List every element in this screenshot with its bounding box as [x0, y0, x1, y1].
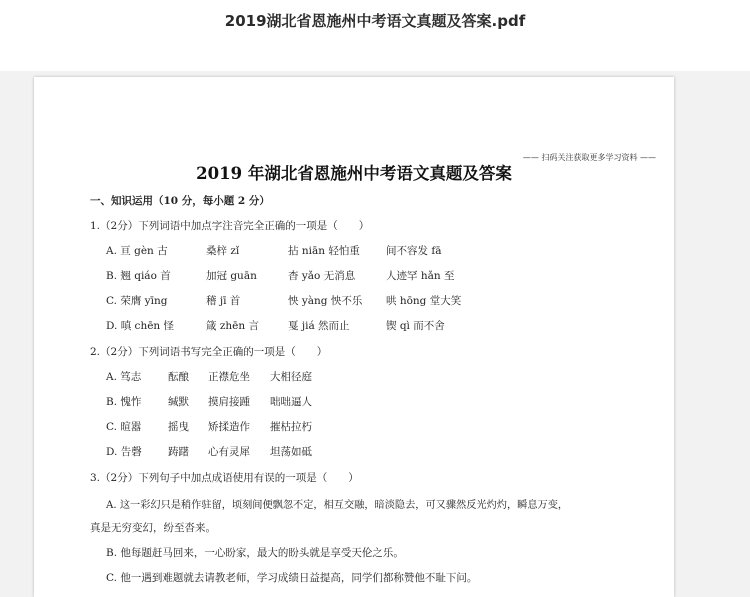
q1-option-a	[106, 243, 441, 258]
q2-option-c	[106, 419, 312, 434]
q2-c-4: 摧枯拉朽	[270, 421, 312, 433]
q1-option-d	[106, 318, 445, 333]
q1-c-3: 怏 yàng 怏不乐	[288, 295, 363, 307]
q1-a-1: A. 亘 gèn 古	[106, 245, 168, 257]
q2-stem: 2.（2分）下列词语书写完全正确的一项是（ ）	[90, 346, 328, 358]
q1-b-1: B. 翘 qiáo 首	[106, 270, 171, 282]
top-bar	[0, 0, 750, 71]
section-heading: 一、知识运用（10 分，每小题 2 分）	[90, 195, 270, 207]
q1-d-2: 箴 zhēn 言	[206, 320, 259, 332]
q1-d-1: D. 嗔 chēn 怪	[106, 320, 175, 332]
q2-option-b	[106, 394, 312, 409]
q2-b-3: 摸肩接踵	[208, 396, 250, 408]
q1-b-4: 人迹罕 hǎn 至	[386, 270, 455, 282]
q2-d-2: 踌躇	[168, 446, 189, 458]
q3-option-a-line2: 真是无穷变幻，纷至沓来。	[90, 522, 216, 534]
q2-c-3: 矫揉造作	[208, 421, 250, 433]
q2-a-4: 大相径庭	[270, 371, 312, 383]
q1-c-1: C. 荣膺 yīng	[106, 295, 168, 307]
q1-d-4: 锲 qì 而不舍	[386, 320, 445, 332]
q2-c-1: C. 暄嚣	[106, 421, 142, 433]
q2-c-2: 摇曳	[168, 421, 189, 433]
q2-d-4: 坦荡如砥	[270, 446, 312, 458]
q1-d-3: 戛 jiá 然而止	[288, 320, 350, 332]
q1-b-3: 杳 yǎo 无消息	[288, 270, 356, 282]
q2-a-2: 酝酿	[168, 371, 189, 383]
q1-a-3: 拈 niān 轻怕重	[288, 245, 360, 257]
q2-a-3: 正襟危坐	[208, 371, 250, 383]
q2-b-2: 缄默	[168, 396, 189, 408]
q2-b-1: B. 愧怍	[106, 396, 142, 408]
document-page	[34, 77, 674, 597]
q3-stem: 3.（2分）下列句子中加点成语使用有误的一项是（ ）	[90, 472, 359, 484]
q2-d-3: 心有灵犀	[208, 446, 250, 458]
q1-c-2: 稽 jī 首	[206, 295, 241, 307]
q2-a-1: A. 笃志	[106, 371, 142, 383]
q2-option-a	[106, 369, 312, 384]
q1-c-4: 哄 hōng 堂大笑	[386, 295, 462, 307]
q1-a-2: 桑梓 zǐ	[206, 245, 240, 257]
q2-option-d	[106, 444, 312, 459]
file-title: 2019湖北省恩施州中考语文真题及答案.pdf	[224, 12, 526, 30]
q3-option-c: C. 他一遇到难题就去请教老师，学习成绩日益提高，同学们都称赞他不耻下问。	[106, 572, 478, 584]
q3-option-b: B. 他每题赶马回来，一心盼家，最大的盼头就是享受天伦之乐。	[106, 547, 404, 559]
q1-option-c	[106, 293, 461, 308]
q1-a-4: 间不容发 fā	[386, 245, 442, 257]
q1-stem: 1.（2分）下列词语中加点字注音完全正确的一项是（ ）	[90, 220, 370, 232]
qr-banner: —— 扫码关注获取更多学习资料 ——	[522, 153, 656, 162]
q2-b-4: 咄咄逼人	[270, 396, 312, 408]
q1-b-2: 加冠 guān	[206, 270, 257, 282]
q2-d-1: D. 告磬	[106, 446, 142, 458]
q3-option-a-line1: A. 这一彩幻只是稍作驻留，顷刻间便飘忽不定，相互交融，暗淡隐去，可又骤然反光灼灼，瞬息万变，	[106, 500, 569, 511]
document-title: 2019 年湖北省恩施州中考语文真题及答案	[196, 164, 512, 183]
q1-option-b	[106, 268, 454, 283]
